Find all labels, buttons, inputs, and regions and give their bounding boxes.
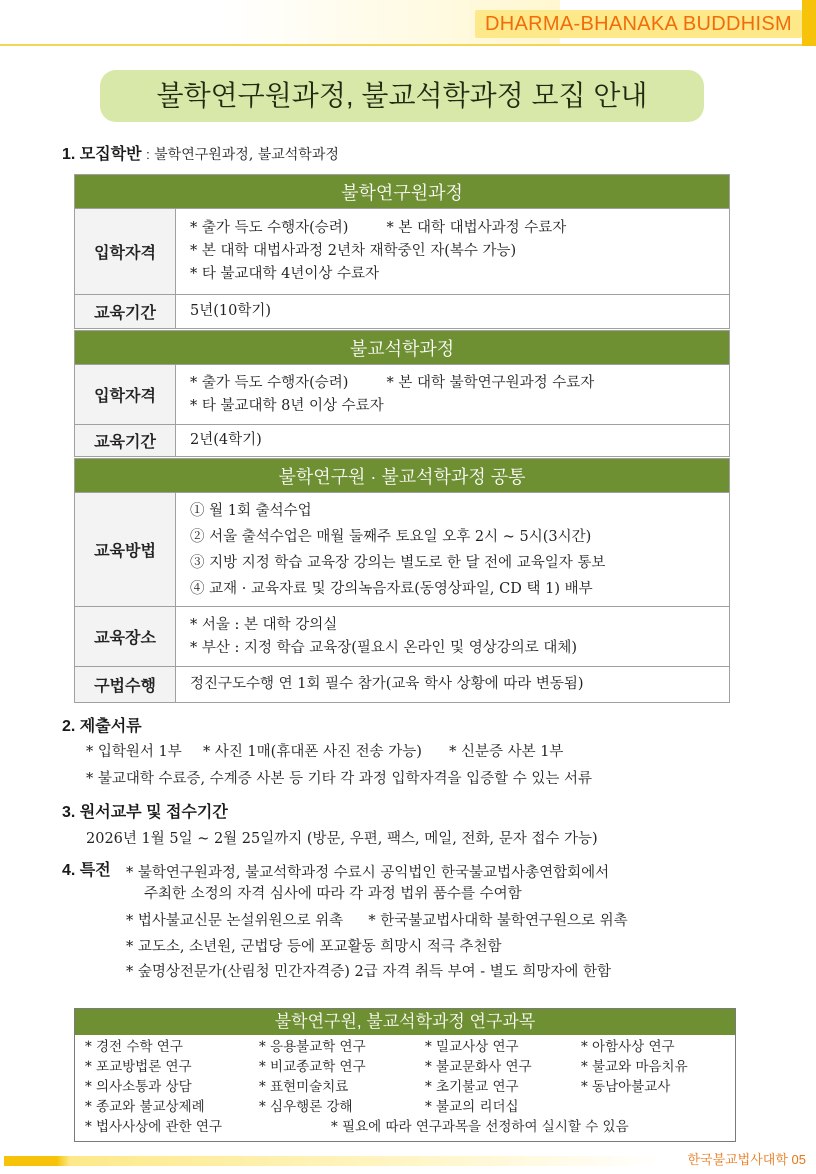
header-title: DHARMA-BHANAKA BUDDHISM: [475, 10, 802, 38]
research-item: * 비교종교학 연구: [259, 1059, 366, 1075]
table1-period-value: 5년(10학기): [176, 295, 730, 329]
footer-bar: [4, 1156, 664, 1166]
table1-admission-item: * 본 대학 대법사과정 수료자: [386, 220, 567, 236]
section2-item: * 입학원서 1부: [86, 744, 182, 760]
research-item: * 초기불교 연구: [425, 1079, 519, 1095]
table2-period-value: 2년(4학기): [176, 425, 730, 457]
research-item: * 불교의 리더십: [425, 1099, 519, 1115]
table3-practice-label: 구법수행: [75, 667, 176, 703]
section4-item: * 한국불교법사대학 불학연구원으로 위촉: [368, 913, 628, 929]
table2-admission-item: * 타 불교대학 8년 이상 수료자: [190, 397, 384, 414]
section3-heading: [62, 802, 228, 824]
section2-title: 제출서류: [79, 718, 142, 735]
table3-method-item: ① 월 1회 출석수업: [190, 502, 312, 519]
table2-admission-label: 입학자격: [75, 365, 176, 425]
header-accent-block: [802, 0, 816, 46]
section4-line2: [126, 910, 628, 932]
research-item: * 포교방법론 연구: [85, 1059, 192, 1075]
research-item: * 동남아불교사: [581, 1079, 671, 1095]
section3-number: 3.: [62, 804, 76, 821]
table3-method-item: ④ 교재 · 교육자료 및 강의녹음자료(동영상파일, CD 택 1) 배부: [190, 580, 593, 597]
table1-admission-item: * 본 대학 대법사과정 2년차 재학중인 자(복수 가능): [190, 243, 517, 259]
section4-line4: * 숲명상전문가(산림청 민간자격증) 2급 자격 취득 부여 - 별도 희망자에 한함: [126, 964, 611, 980]
research-item: * 표현미술치료: [259, 1079, 349, 1095]
table2-admission-item: * 본 대학 불학연구원과정 수료자: [386, 374, 595, 391]
table1-admission-cell: [176, 209, 730, 295]
research-subjects-box: [74, 1008, 736, 1142]
page-title: 불학연구원과정, 불교석학과정 모집 안내: [100, 70, 704, 122]
table3-place-label: 교육장소: [75, 607, 176, 667]
section4-heading: [62, 860, 111, 882]
section4-title: 특전: [79, 862, 111, 879]
section1-number: 1.: [62, 146, 76, 163]
section4-line3: * 교도소, 소년원, 군법당 등에 포교활동 희망시 적극 추천함: [126, 939, 502, 955]
table2-admission-cell: [176, 365, 730, 425]
footer-page-label: 한국불교법사대학 05: [687, 1152, 806, 1167]
table3-method-label: 교육방법: [75, 493, 176, 607]
table3-place-cell: [176, 607, 730, 667]
section2-line2: * 불교대학 수료증, 수계증 사본 등 기타 각 과정 입학자격을 입증할 수 있는 서류: [86, 771, 592, 787]
section2-item: * 신분증 사본 1부: [449, 744, 564, 760]
table1-admission-label: 입학자격: [75, 209, 176, 295]
research-note: * 필요에 따라 연구과목을 선정하여 실시할 수 있음: [331, 1119, 629, 1135]
research-item: * 종교와 불교상제례: [85, 1099, 205, 1115]
table-common: [74, 458, 730, 703]
header-divider: [0, 44, 802, 46]
research-item: * 경전 수학 연구: [85, 1039, 183, 1055]
section2-heading: [62, 716, 142, 738]
section4-item: * 법사불교신문 논설위원으로 위촉: [126, 913, 344, 929]
table-research-course: [74, 174, 730, 329]
research-item: * 의사소통과 상담: [85, 1079, 192, 1095]
table1-period-label: 교육기간: [75, 295, 176, 329]
section2-line1: [86, 741, 563, 763]
table3-place-item: * 서울 : 본 대학 강의실: [190, 616, 338, 633]
table3-header: 불학연구원 · 불교석학과정 공통: [75, 459, 730, 493]
section1-separator: :: [146, 147, 150, 162]
research-item: * 심우행론 강해: [259, 1099, 353, 1115]
section1-title: 모집학반: [79, 146, 142, 163]
section4-line1a: * 불학연구원과정, 불교석학과정 수료시 공익법인 한국불교법사총연합회에서: [126, 865, 610, 881]
research-grid: [75, 1035, 735, 1141]
table3-method-item: ③ 지방 지정 학습 교육장 강의는 별도로 한 달 전에 교육일자 통보: [190, 554, 606, 571]
research-item: * 불교문화사 연구: [425, 1059, 532, 1075]
section1-value: 불학연구원과정, 불교석학과정: [154, 147, 339, 163]
section2-item: * 사진 1매(휴대폰 사진 전송 가능): [202, 744, 422, 760]
table1-admission-item: * 타 불교대학 4년이상 수료자: [190, 266, 379, 282]
table2-period-label: 교육기간: [75, 425, 176, 457]
section3-line: 2026년 1월 5일 ~ 2월 25일까지 (방문, 우편, 팩스, 메일, 전화, 문자 접수 가능): [86, 831, 598, 847]
section3-title: 원서교부 및 접수기간: [79, 804, 228, 821]
research-item: * 법사사상에 관한 연구: [85, 1119, 222, 1135]
section4-line1b: 주최한 소정의 자격 심사에 따라 각 과정 법위 품수를 수여함: [144, 886, 522, 902]
table2-admission-item: * 출가 득도 수행자(승려): [190, 374, 349, 391]
section2-number: 2.: [62, 718, 76, 735]
table2-header: 불교석학과정: [75, 331, 730, 365]
table1-admission-item: * 출가 득도 수행자(승려): [190, 220, 349, 236]
table-scholar-course: [74, 330, 730, 457]
research-item: * 아함사상 연구: [581, 1039, 675, 1055]
research-item: * 불교와 마음치유: [581, 1059, 688, 1075]
research-header: 불학연구원, 불교석학과정 연구과목: [75, 1009, 735, 1035]
page-header: [0, 0, 816, 46]
section4-number: 4.: [62, 862, 76, 879]
table3-method-cell: [176, 493, 730, 607]
table3-practice-value: 정진구도수행 연 1회 필수 참가(교육 학사 상황에 따라 변동됨): [176, 667, 730, 703]
section1-heading: [62, 144, 339, 166]
table3-place-item: * 부산 : 지정 학습 교육장(필요시 온라인 및 영상강의로 대체): [190, 639, 578, 656]
research-item: * 응용불교학 연구: [259, 1039, 366, 1055]
table3-method-item: ② 서울 출석수업은 매월 둘째주 토요일 오후 2시 ~ 5시(3시간): [190, 528, 592, 545]
research-item: * 밀교사상 연구: [425, 1039, 519, 1055]
table1-header: 불학연구원과정: [75, 175, 730, 209]
